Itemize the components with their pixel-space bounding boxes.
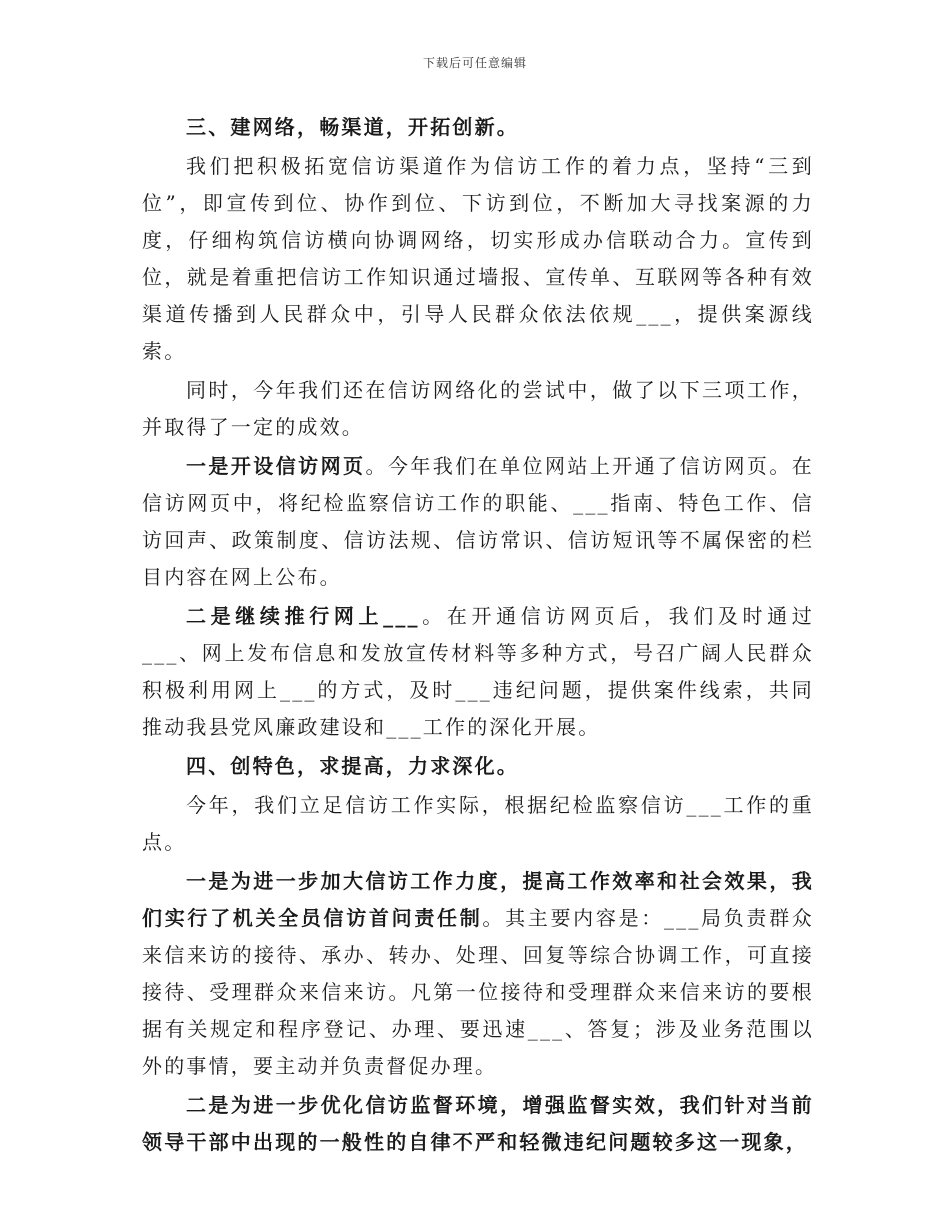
paragraph-1: 我们把积极拓宽信访渠道作为信访工作的着力点，坚持“三到位”，即宣传到位、协作到位、下访到位，不断加大寻找案源的力度，仔细构筑信访横向协调网络，切实形成办信联动合力。宣传到位，就是着重把信访工作知识通过墙报、宣传单、互联网等各种有效渠道传播到人民群众中，引导人民群众依法依规___，提供案源线索。 (142, 154, 814, 363)
paragraph-6 (142, 863, 814, 1085)
paragraph-2: 同时，今年我们还在信访网络化的尝试中，做了以下三项工作，并取得了一定的成效。 (142, 378, 814, 439)
paragraph-6-lead: 一是为进一步加大信访工作力度，提高工作效率和社会效果，我们实行了机关全员信访首问责任制 (142, 869, 814, 930)
paragraph-3-lead: 一是开设信访网页 (186, 454, 366, 478)
paragraph-4-lead: 二是继续推行网上___ (186, 604, 420, 628)
paragraph-4-body: 。在开通信访网页后，我们及时通过___、网上发布信息和发放宣传材料等多种方式，号召广阔人民群众积极利用网上___的方式，及时___违纪问题，提供案件线索，共同推动我县党风廉政建设和___工作的深化开展。 (142, 604, 814, 739)
page-header: 下载后可任意编辑 (422, 56, 527, 70)
paragraph-5: 今年，我们立足信访工作实际，根据纪检监察信访___工作的重点。 (142, 793, 814, 854)
section-heading-4: 四、创特色，求提高，力求深化。 (186, 754, 519, 778)
document-body (142, 109, 814, 1163)
paragraph-6-body: 。其主要内容是：___局负责群众来信来访的接待、承办、转办、处理、回复等综合协调工作，可直接接待、受理群众来信来访。凡第一位接待和受理群众来信来访的要根据有关规定和程序登记、办理、要迅速___、答复；涉及业务范围以外的事情，要主动并负责督促办理。 (142, 906, 815, 1078)
paragraph-3 (142, 448, 814, 596)
paragraph-3-body: 。今年我们在单位网站上开通了信访网页。在信访网页中，将纪检监察信访工作的职能、___指南、特色工作、信访回声、政策制度、信访法规、信访常识、信访短讯等不属保密的栏目内容在网上公布。 (142, 454, 814, 589)
paragraph-4 (142, 598, 814, 746)
paragraph-7-lead: 二是为进一步优化信访监督环境，增强监督实效，我们针对当前领导干部中出现的一般性的自律不严和轻微违纪问题较多这一现象， (142, 1093, 814, 1154)
paragraph-7 (142, 1087, 814, 1161)
section-heading-3: 三、建网络，畅渠道，开拓创新。 (186, 115, 519, 139)
